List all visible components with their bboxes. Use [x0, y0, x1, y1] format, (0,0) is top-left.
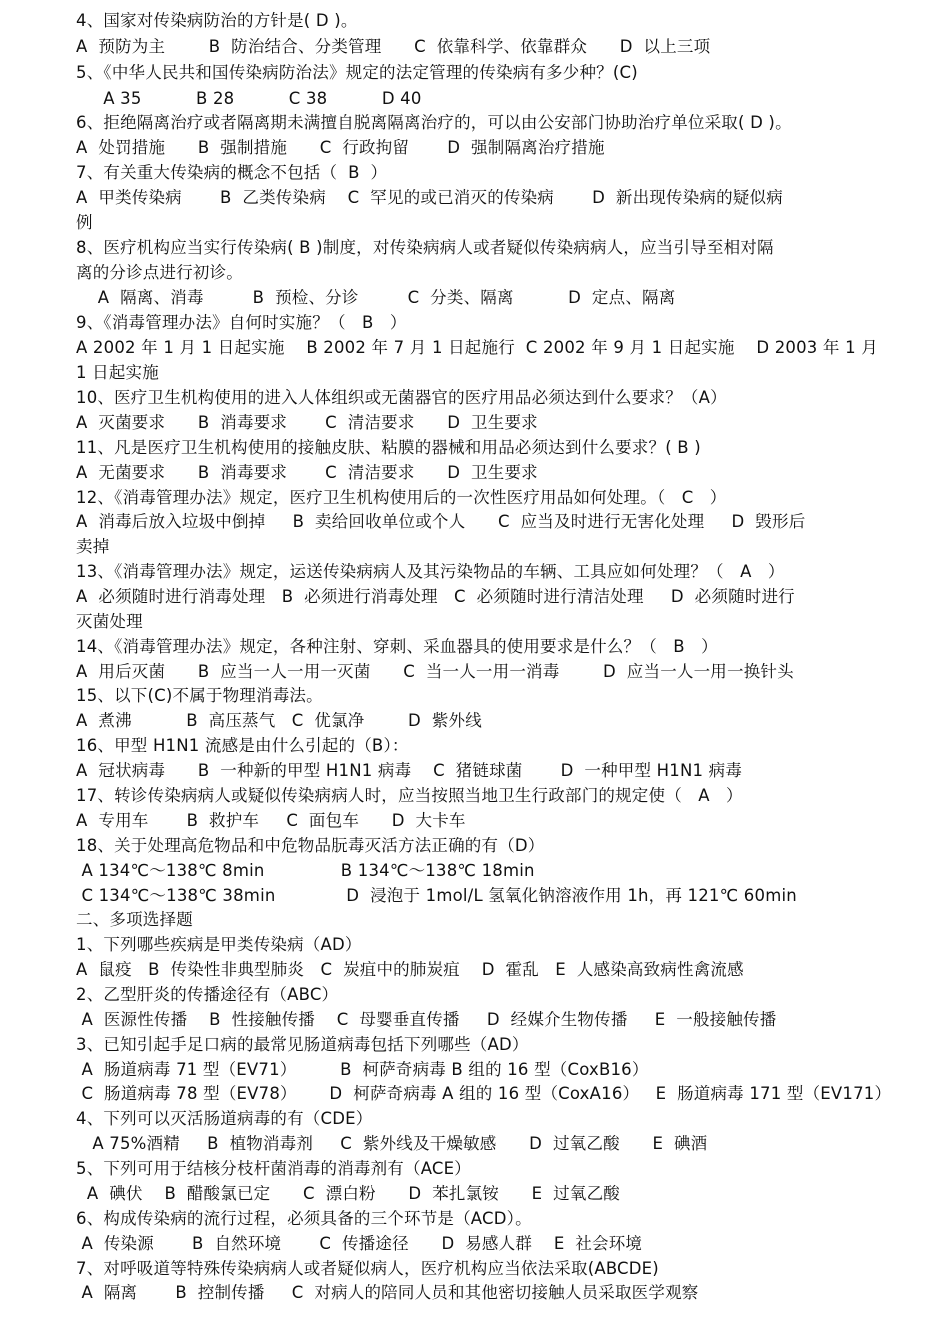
question-13-options-cont: 灭菌处理 [76, 612, 143, 631]
mc-question-3-options-ab: A 肠道病毒 71 型（EV71） B 柯萨奇病毒 B 组的 16 型（CoxB16） [76, 1060, 649, 1079]
question-15-options: A 煮沸 B 高压蒸气 C 优氯净 D 紫外线 [76, 711, 482, 730]
question-17-text: 17、转诊传染病病人或疑似传染病病人时，应当按照当地卫生行政部门的规定使（ A ） [76, 786, 743, 805]
question-16-text: 16、甲型 H1N1 流感是由什么引起的（B）： [76, 736, 409, 755]
question-5-text: 5、《中华人民共和国传染病防治法》规定的法定管理的传染病有多少种？(C) [76, 63, 638, 82]
question-11-options: A 无菌要求 B 消毒要求 C 清洁要求 D 卫生要求 [76, 463, 538, 482]
question-7-options-cont: 例 [76, 213, 93, 232]
question-14-text: 14、《消毒管理办法》规定，各种注射、穿刺、采血器具的使用要求是什么？（ B ） [76, 637, 718, 656]
mc-question-3-options-cde: C 肠道病毒 78 型（EV78） D 柯萨奇病毒 A 组的 16 型（CoxA16） E 肠道病毒 171 型（EV171） [76, 1084, 892, 1103]
question-9-options: A 2002 年 1 月 1 日起实施 B 2002 年 7 月 1 日起施行 C 2002 年 9 月 1 日起实施 D 2003 年 1 月 [76, 338, 878, 357]
question-17-options: A 专用车 B 救护车 C 面包车 D 大卡车 [76, 811, 466, 830]
mc-question-2-options: A 医源性传播 B 性接触传播 C 母婴垂直传播 D 经媒介生物传播 E 一般接触传播 [76, 1010, 777, 1029]
question-4-text: 4、国家对传染病防治的方针是( D )。 [76, 11, 358, 30]
question-10-text: 10、医疗卫生机构使用的进入人体组织或无菌器官的医疗用品必须达到什么要求？（A） [76, 388, 727, 407]
mc-question-1-options: A 鼠疫 B 传染性非典型肺炎 C 炭疽中的肺炭疽 D 霍乱 E 人感染高致病性禽流感 [76, 960, 744, 979]
mc-question-6-options: A 传染源 B 自然环境 C 传播途径 D 易感人群 E 社会环境 [76, 1234, 643, 1253]
mc-question-3-text: 3、已知引起手足口病的最常见肠道病毒包括下列哪些（AD） [76, 1035, 529, 1054]
question-8-options: A 隔离、消毒 B 预检、分诊 C 分类、隔离 D 定点、隔离 [76, 288, 676, 307]
question-7-options: A 甲类传染病 B 乙类传染病 C 罕见的或已消灭的传染病 D 新出现传染病的疑似病 [76, 188, 783, 207]
question-9-options-cont: 1 日起实施 [76, 363, 159, 382]
question-11-text: 11、凡是医疗卫生机构使用的接触皮肤、粘膜的器械和用品必须达到什么要求？( B ) [76, 438, 701, 457]
question-14-options: A 用后灭菌 B 应当一人一用一灭菌 C 当一人一用一消毒 D 应当一人一用一换针头 [76, 662, 794, 681]
mc-question-6-text: 6、构成传染病的流行过程，必须具备的三个环节是（ACD）。 [76, 1209, 532, 1228]
question-18-options-cd: C 134℃～138℃ 38min D 浸泡于 1mol/L 氢氧化钠溶液作用 1h，再 121℃ 60min [76, 886, 797, 905]
question-18-options-ab: A 134℃～138℃ 8min B 134℃～138℃ 18min [76, 861, 535, 880]
question-12-text: 12、《消毒管理办法》规定，医疗卫生机构使用后的一次性医疗用品如何处理。（ C ） [76, 488, 727, 507]
mc-question-1-text: 1、下列哪些疾病是甲类传染病（AD） [76, 935, 362, 954]
question-7-text: 7、有关重大传染病的概念不包括（ B ） [76, 163, 388, 182]
question-18-text: 18、关于处理高危物品和中危物品朊毒灭活方法正确的有（D） [76, 836, 545, 855]
question-8-text-cont: 离的分诊点进行初诊。 [76, 263, 243, 282]
question-12-options-cont: 卖掉 [76, 537, 110, 556]
question-13-options: A 必须随时进行消毒处理 B 必须进行消毒处理 C 必须随时进行清洁处理 D 必须随时进行 [76, 587, 795, 606]
mc-question-4-options: A 75%酒精 B 植物消毒剂 C 紫外线及干燥敏感 D 过氧乙酸 E 碘酒 [76, 1134, 708, 1153]
question-9-text: 9、《消毒管理办法》自何时实施？（ B ） [76, 313, 407, 332]
mc-question-5-text: 5、下列可用于结核分枝杆菌消毒的消毒剂有（ACE） [76, 1159, 471, 1178]
section-heading: 二、多项选择题 [76, 910, 193, 929]
question-8-text: 8、医疗机构应当实行传染病( B )制度，对传染病病人或者疑似传染病病人，应当引导至相对隔 [76, 238, 774, 257]
question-6-options: A 处罚措施 B 强制措施 C 行政拘留 D 强制隔离治疗措施 [76, 138, 605, 157]
question-5-options: A 35 B 28 C 38 D 40 [76, 89, 422, 108]
mc-question-5-options: A 碘伏 B 醋酸氯已定 C 漂白粉 D 苯扎氯铵 E 过氧乙酸 [76, 1184, 620, 1203]
question-15-text: 15、以下(C)不属于物理消毒法。 [76, 686, 323, 705]
mc-question-4-text: 4、下列可以灭活肠道病毒的有（CDE） [76, 1109, 373, 1128]
mc-question-7-options: A 隔离 B 控制传播 C 对病人的陪同人员和其他密切接触人员采取医学观察 [76, 1283, 699, 1302]
mc-question-7-text: 7、对呼吸道等特殊传染病病人或者疑似病人，医疗机构应当依法采取(ABCDE) [76, 1259, 659, 1278]
question-10-options: A 灭菌要求 B 消毒要求 C 清洁要求 D 卫生要求 [76, 413, 538, 432]
question-13-text: 13、《消毒管理办法》规定，运送传染病病人及其污染物品的车辆、工具应如何处理？（ A ） [76, 562, 785, 581]
question-4-options: A 预防为主 B 防治结合、分类管理 C 依靠科学、依靠群众 D 以上三项 [76, 37, 711, 56]
question-16-options: A 冠状病毒 B 一种新的甲型 H1N1 病毒 C 猪链球菌 D 一种甲型 H1N1 病毒 [76, 761, 743, 780]
mc-question-2-text: 2、乙型肝炎的传播途径有（ABC） [76, 985, 339, 1004]
question-12-options: A 消毒后放入垃圾中倒掉 B 卖给回收单位或个人 C 应当及时进行无害化处理 D 毁形后 [76, 512, 806, 531]
question-6-text: 6、拒绝隔离治疗或者隔离期未满擅自脱离隔离治疗的，可以由公安部门协助治疗单位采取( D )。 [76, 113, 792, 132]
